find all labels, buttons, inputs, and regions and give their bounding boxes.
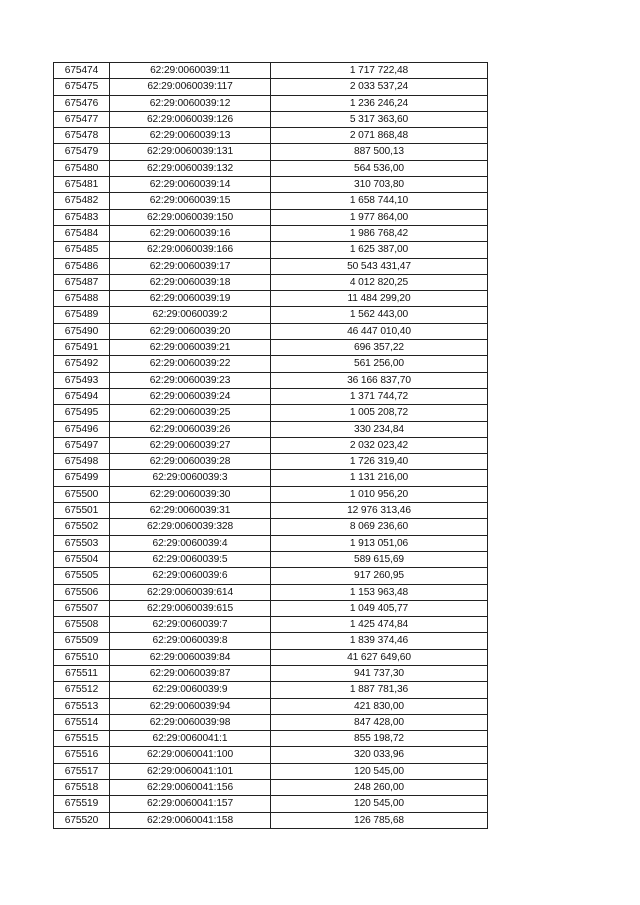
row-number-cell: 675513: [54, 698, 110, 714]
table-row: [54, 160, 488, 176]
row-number-cell: 675510: [54, 649, 110, 665]
row-number-cell: 675512: [54, 682, 110, 698]
table-row: [54, 372, 488, 388]
row-number-cell: 675478: [54, 128, 110, 144]
cadastral-number-cell: 62:29:0060039:132: [110, 160, 271, 176]
cadastral-value-cell: 561 256,00: [271, 356, 488, 372]
cadastral-value-cell: 1 131 216,00: [271, 470, 488, 486]
cadastral-number-cell: 62:29:0060039:3: [110, 470, 271, 486]
cadastral-value-cell: 1 977 864,00: [271, 209, 488, 225]
cadastral-number-cell: 62:29:0060039:22: [110, 356, 271, 372]
cadastral-number-cell: 62:29:0060039:4: [110, 535, 271, 551]
cadastral-value-table: [53, 62, 488, 829]
table-row: [54, 503, 488, 519]
cadastral-value-cell: 1 717 722,48: [271, 63, 488, 79]
cadastral-number-cell: 62:29:0060039:30: [110, 486, 271, 502]
table-row: [54, 144, 488, 160]
table-row: [54, 796, 488, 812]
table-row: [54, 225, 488, 241]
cadastral-value-cell: 8 069 236,60: [271, 519, 488, 535]
cadastral-value-cell: 1 049 405,77: [271, 600, 488, 616]
cadastral-value-cell: 696 357,22: [271, 340, 488, 356]
row-number-cell: 675490: [54, 323, 110, 339]
row-number-cell: 675506: [54, 584, 110, 600]
cadastral-number-cell: 62:29:0060039:614: [110, 584, 271, 600]
table-row: [54, 291, 488, 307]
cadastral-number-cell: 62:29:0060041:1: [110, 731, 271, 747]
cadastral-number-cell: 62:29:0060041:100: [110, 747, 271, 763]
table-row: [54, 177, 488, 193]
row-number-cell: 675508: [54, 617, 110, 633]
table-row: [54, 356, 488, 372]
table-row: [54, 535, 488, 551]
table-row: [54, 617, 488, 633]
cadastral-value-cell: 2 071 868,48: [271, 128, 488, 144]
table-row: [54, 388, 488, 404]
row-number-cell: 675503: [54, 535, 110, 551]
table-row: [54, 209, 488, 225]
cadastral-value-cell: 4 012 820,25: [271, 274, 488, 290]
cadastral-number-cell: 62:29:0060039:6: [110, 568, 271, 584]
row-number-cell: 675495: [54, 405, 110, 421]
row-number-cell: 675504: [54, 551, 110, 567]
cadastral-value-cell: 126 785,68: [271, 812, 488, 828]
table-row: [54, 421, 488, 437]
cadastral-number-cell: 62:29:0060039:16: [110, 225, 271, 241]
row-number-cell: 675481: [54, 177, 110, 193]
row-number-cell: 675488: [54, 291, 110, 307]
cadastral-number-cell: 62:29:0060041:158: [110, 812, 271, 828]
cadastral-number-cell: 62:29:0060039:26: [110, 421, 271, 437]
table-row: [54, 340, 488, 356]
cadastral-value-cell: 50 543 431,47: [271, 258, 488, 274]
cadastral-value-cell: 120 545,00: [271, 763, 488, 779]
table-row: [54, 63, 488, 79]
cadastral-number-cell: 62:29:0060041:156: [110, 780, 271, 796]
row-number-cell: 675475: [54, 79, 110, 95]
cadastral-number-cell: 62:29:0060039:7: [110, 617, 271, 633]
cadastral-number-cell: 62:29:0060039:23: [110, 372, 271, 388]
table-row: [54, 568, 488, 584]
row-number-cell: 675511: [54, 665, 110, 681]
cadastral-number-cell: 62:29:0060039:87: [110, 665, 271, 681]
row-number-cell: 675486: [54, 258, 110, 274]
cadastral-value-cell: 589 615,69: [271, 551, 488, 567]
cadastral-number-cell: 62:29:0060039:328: [110, 519, 271, 535]
cadastral-value-cell: 1 658 744,10: [271, 193, 488, 209]
table-row: [54, 323, 488, 339]
cadastral-number-cell: 62:29:0060039:27: [110, 437, 271, 453]
cadastral-value-cell: 36 166 837,70: [271, 372, 488, 388]
table-row: [54, 747, 488, 763]
cadastral-value-cell: 320 033,96: [271, 747, 488, 763]
cadastral-value-cell: 1 839 374,46: [271, 633, 488, 649]
cadastral-value-cell: 1 153 963,48: [271, 584, 488, 600]
row-number-cell: 675493: [54, 372, 110, 388]
cadastral-value-cell: 887 500,13: [271, 144, 488, 160]
row-number-cell: 675516: [54, 747, 110, 763]
table-row: [54, 698, 488, 714]
cadastral-value-cell: 1 010 956,20: [271, 486, 488, 502]
cadastral-value-cell: 421 830,00: [271, 698, 488, 714]
row-number-cell: 675480: [54, 160, 110, 176]
row-number-cell: 675515: [54, 731, 110, 747]
row-number-cell: 675484: [54, 225, 110, 241]
table-row: [54, 274, 488, 290]
table-row: [54, 519, 488, 535]
table-row: [54, 470, 488, 486]
cadastral-value-cell: 855 198,72: [271, 731, 488, 747]
cadastral-value-cell: 1 236 246,24: [271, 95, 488, 111]
row-number-cell: 675477: [54, 111, 110, 127]
cadastral-number-cell: 62:29:0060041:157: [110, 796, 271, 812]
table-row: [54, 437, 488, 453]
cadastral-number-cell: 62:29:0060039:24: [110, 388, 271, 404]
table-body: [54, 63, 488, 829]
cadastral-number-cell: 62:29:0060039:8: [110, 633, 271, 649]
cadastral-number-cell: 62:29:0060039:20: [110, 323, 271, 339]
table-row: [54, 763, 488, 779]
cadastral-number-cell: 62:29:0060039:9: [110, 682, 271, 698]
cadastral-number-cell: 62:29:0060039:19: [110, 291, 271, 307]
table-row: [54, 584, 488, 600]
row-number-cell: 675496: [54, 421, 110, 437]
row-number-cell: 675498: [54, 454, 110, 470]
row-number-cell: 675485: [54, 242, 110, 258]
table-row: [54, 780, 488, 796]
cadastral-number-cell: 62:29:0060039:2: [110, 307, 271, 323]
cadastral-number-cell: 62:29:0060039:14: [110, 177, 271, 193]
cadastral-value-cell: 1 562 443,00: [271, 307, 488, 323]
row-number-cell: 675509: [54, 633, 110, 649]
cadastral-value-cell: 2 033 537,24: [271, 79, 488, 95]
row-number-cell: 675487: [54, 274, 110, 290]
row-number-cell: 675520: [54, 812, 110, 828]
table-row: [54, 731, 488, 747]
cadastral-number-cell: 62:29:0060039:21: [110, 340, 271, 356]
table-row: [54, 649, 488, 665]
cadastral-number-cell: 62:29:0060039:25: [110, 405, 271, 421]
table-row: [54, 551, 488, 567]
cadastral-value-cell: 847 428,00: [271, 714, 488, 730]
cadastral-number-cell: 62:29:0060039:28: [110, 454, 271, 470]
cadastral-value-cell: 1 726 319,40: [271, 454, 488, 470]
cadastral-number-cell: 62:29:0060039:5: [110, 551, 271, 567]
cadastral-number-cell: 62:29:0060039:615: [110, 600, 271, 616]
table-row: [54, 682, 488, 698]
cadastral-value-cell: 5 317 363,60: [271, 111, 488, 127]
table-row: [54, 307, 488, 323]
cadastral-value-cell: 564 536,00: [271, 160, 488, 176]
table-row: [54, 714, 488, 730]
cadastral-value-cell: 41 627 649,60: [271, 649, 488, 665]
cadastral-number-cell: 62:29:0060039:18: [110, 274, 271, 290]
table-row: [54, 633, 488, 649]
table-row: [54, 95, 488, 111]
cadastral-value-cell: 11 484 299,20: [271, 291, 488, 307]
row-number-cell: 675476: [54, 95, 110, 111]
table-row: [54, 242, 488, 258]
table-row: [54, 79, 488, 95]
cadastral-number-cell: 62:29:0060039:15: [110, 193, 271, 209]
row-number-cell: 675482: [54, 193, 110, 209]
row-number-cell: 675507: [54, 600, 110, 616]
row-number-cell: 675489: [54, 307, 110, 323]
cadastral-value-cell: 1 913 051,06: [271, 535, 488, 551]
cadastral-number-cell: 62:29:0060039:31: [110, 503, 271, 519]
cadastral-number-cell: 62:29:0060039:131: [110, 144, 271, 160]
cadastral-value-cell: 46 447 010,40: [271, 323, 488, 339]
row-number-cell: 675517: [54, 763, 110, 779]
row-number-cell: 675491: [54, 340, 110, 356]
cadastral-number-cell: 62:29:0060039:17: [110, 258, 271, 274]
table-row: [54, 486, 488, 502]
cadastral-value-cell: 330 234,84: [271, 421, 488, 437]
cadastral-value-cell: 941 737,30: [271, 665, 488, 681]
table-row: [54, 193, 488, 209]
cadastral-value-cell: 1 625 387,00: [271, 242, 488, 258]
row-number-cell: 675519: [54, 796, 110, 812]
cadastral-value-cell: 917 260,95: [271, 568, 488, 584]
cadastral-number-cell: 62:29:0060041:101: [110, 763, 271, 779]
cadastral-value-cell: 1 425 474,84: [271, 617, 488, 633]
cadastral-number-cell: 62:29:0060039:11: [110, 63, 271, 79]
row-number-cell: 675474: [54, 63, 110, 79]
cadastral-number-cell: 62:29:0060039:150: [110, 209, 271, 225]
row-number-cell: 675483: [54, 209, 110, 225]
table-row: [54, 454, 488, 470]
cadastral-number-cell: 62:29:0060039:84: [110, 649, 271, 665]
table-row: [54, 812, 488, 828]
table-row: [54, 405, 488, 421]
row-number-cell: 675502: [54, 519, 110, 535]
cadastral-value-cell: 310 703,80: [271, 177, 488, 193]
table-row: [54, 665, 488, 681]
cadastral-number-cell: 62:29:0060039:13: [110, 128, 271, 144]
row-number-cell: 675499: [54, 470, 110, 486]
cadastral-value-cell: 12 976 313,46: [271, 503, 488, 519]
row-number-cell: 675497: [54, 437, 110, 453]
cadastral-value-cell: 2 032 023,42: [271, 437, 488, 453]
row-number-cell: 675492: [54, 356, 110, 372]
row-number-cell: 675500: [54, 486, 110, 502]
table-row: [54, 128, 488, 144]
row-number-cell: 675514: [54, 714, 110, 730]
cadastral-value-cell: 1 005 208,72: [271, 405, 488, 421]
cadastral-value-cell: 1 887 781,36: [271, 682, 488, 698]
cadastral-number-cell: 62:29:0060039:94: [110, 698, 271, 714]
cadastral-value-cell: 1 986 768,42: [271, 225, 488, 241]
cadastral-number-cell: 62:29:0060039:166: [110, 242, 271, 258]
cadastral-number-cell: 62:29:0060039:126: [110, 111, 271, 127]
row-number-cell: 675501: [54, 503, 110, 519]
cadastral-value-cell: 120 545,00: [271, 796, 488, 812]
cadastral-value-cell: 248 260,00: [271, 780, 488, 796]
table-row: [54, 258, 488, 274]
cadastral-number-cell: 62:29:0060039:117: [110, 79, 271, 95]
row-number-cell: 675505: [54, 568, 110, 584]
cadastral-number-cell: 62:29:0060039:98: [110, 714, 271, 730]
cadastral-value-cell: 1 371 744,72: [271, 388, 488, 404]
row-number-cell: 675479: [54, 144, 110, 160]
cadastral-number-cell: 62:29:0060039:12: [110, 95, 271, 111]
table-row: [54, 111, 488, 127]
row-number-cell: 675518: [54, 780, 110, 796]
table-row: [54, 600, 488, 616]
row-number-cell: 675494: [54, 388, 110, 404]
